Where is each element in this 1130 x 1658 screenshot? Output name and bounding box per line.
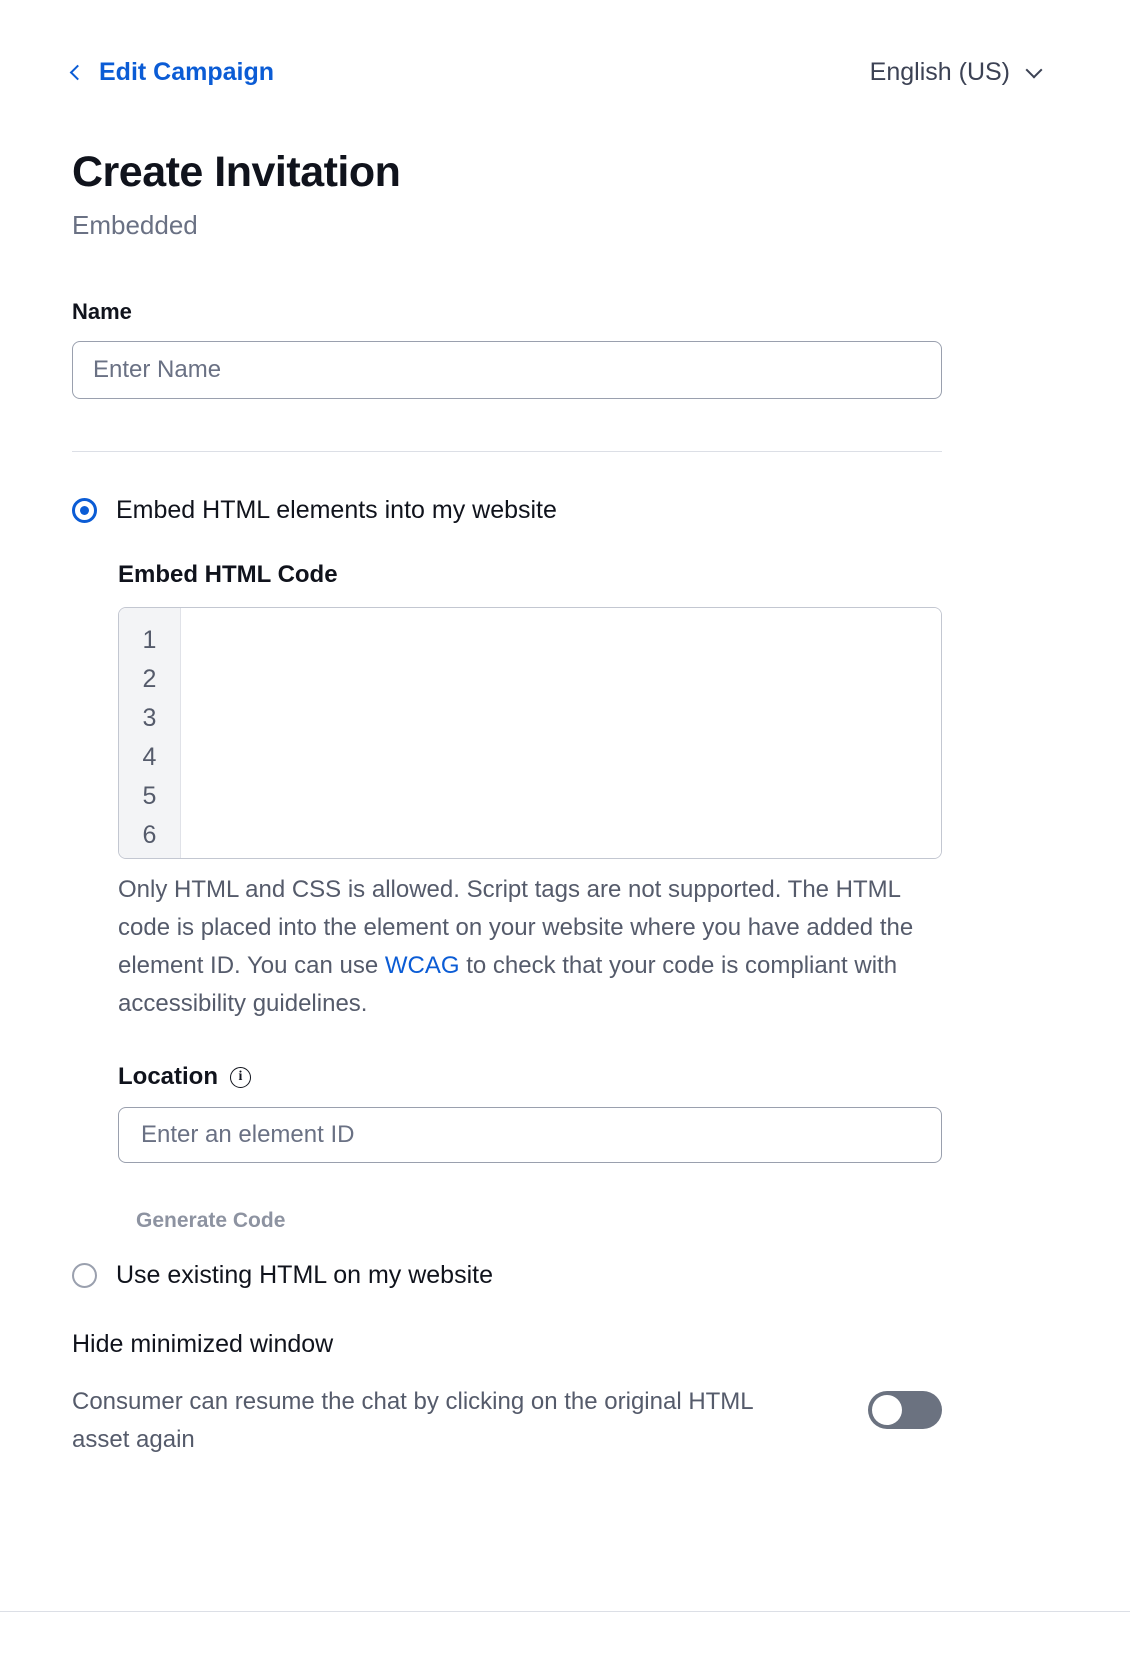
embed-html-panel <box>72 561 1058 1233</box>
info-icon[interactable]: i <box>230 1067 251 1088</box>
line-number: 3 <box>142 704 157 733</box>
radio-embed-html-icon[interactable] <box>72 498 97 523</box>
location-label-row <box>118 1063 1058 1091</box>
hide-minimized-window-description: Consumer can resume the chat by clicking on the original HTML asset again <box>72 1388 753 1454</box>
chevron-left-icon <box>70 64 86 80</box>
bottom-divider <box>0 1611 1130 1612</box>
embed-html-code-label: Embed HTML Code <box>118 561 338 589</box>
location-element-id-input[interactable] <box>118 1107 942 1163</box>
top-bar <box>72 0 1058 87</box>
line-number: 5 <box>142 782 157 811</box>
hide-minimized-window-toggle[interactable] <box>868 1391 942 1429</box>
toggle-knob <box>872 1395 902 1425</box>
back-to-edit-campaign-link[interactable] <box>72 58 274 87</box>
name-input[interactable] <box>72 341 942 399</box>
radio-option-existing-html[interactable] <box>72 1261 1058 1290</box>
name-field-label: Name <box>72 299 132 325</box>
radio-option-embed-html[interactable] <box>72 496 1058 525</box>
code-textarea[interactable] <box>181 608 941 858</box>
page-title: Create Invitation <box>72 148 401 196</box>
embed-html-help-text <box>118 871 928 1023</box>
help-text-part-1: Only HTML and CSS is allowed. Script tags are not supported. The HTML code is placed into the element on your website where you have added the element ID. You can use <box>118 876 914 980</box>
page-subtitle: Embedded <box>72 210 198 241</box>
language-selector-value: English (US) <box>869 58 1010 86</box>
generate-code-button[interactable]: Generate Code <box>136 1209 286 1233</box>
line-number: 4 <box>142 743 157 772</box>
code-line-number-gutter <box>119 608 181 858</box>
radio-existing-html-icon[interactable] <box>72 1263 97 1288</box>
chevron-down-icon <box>1026 61 1043 78</box>
location-label: Location <box>118 1063 218 1091</box>
help-text-part-2: to check that your code is compliant with accessibility guidelines. <box>118 952 898 1018</box>
line-number: 1 <box>142 626 157 655</box>
language-selector[interactable] <box>870 58 1058 87</box>
hide-minimized-window-row <box>72 1383 942 1459</box>
radio-existing-html-label: Use existing HTML on my website <box>116 1261 493 1290</box>
wcag-link[interactable]: WCAG <box>384 952 460 980</box>
embed-html-code-editor[interactable] <box>118 607 942 859</box>
line-number: 2 <box>142 665 157 694</box>
hide-minimized-window-title: Hide minimized window <box>72 1330 334 1359</box>
radio-embed-html-label: Embed HTML elements into my website <box>116 496 557 525</box>
back-link-label: Edit Campaign <box>99 58 275 86</box>
section-divider <box>72 451 942 452</box>
line-number: 6 <box>142 821 157 850</box>
